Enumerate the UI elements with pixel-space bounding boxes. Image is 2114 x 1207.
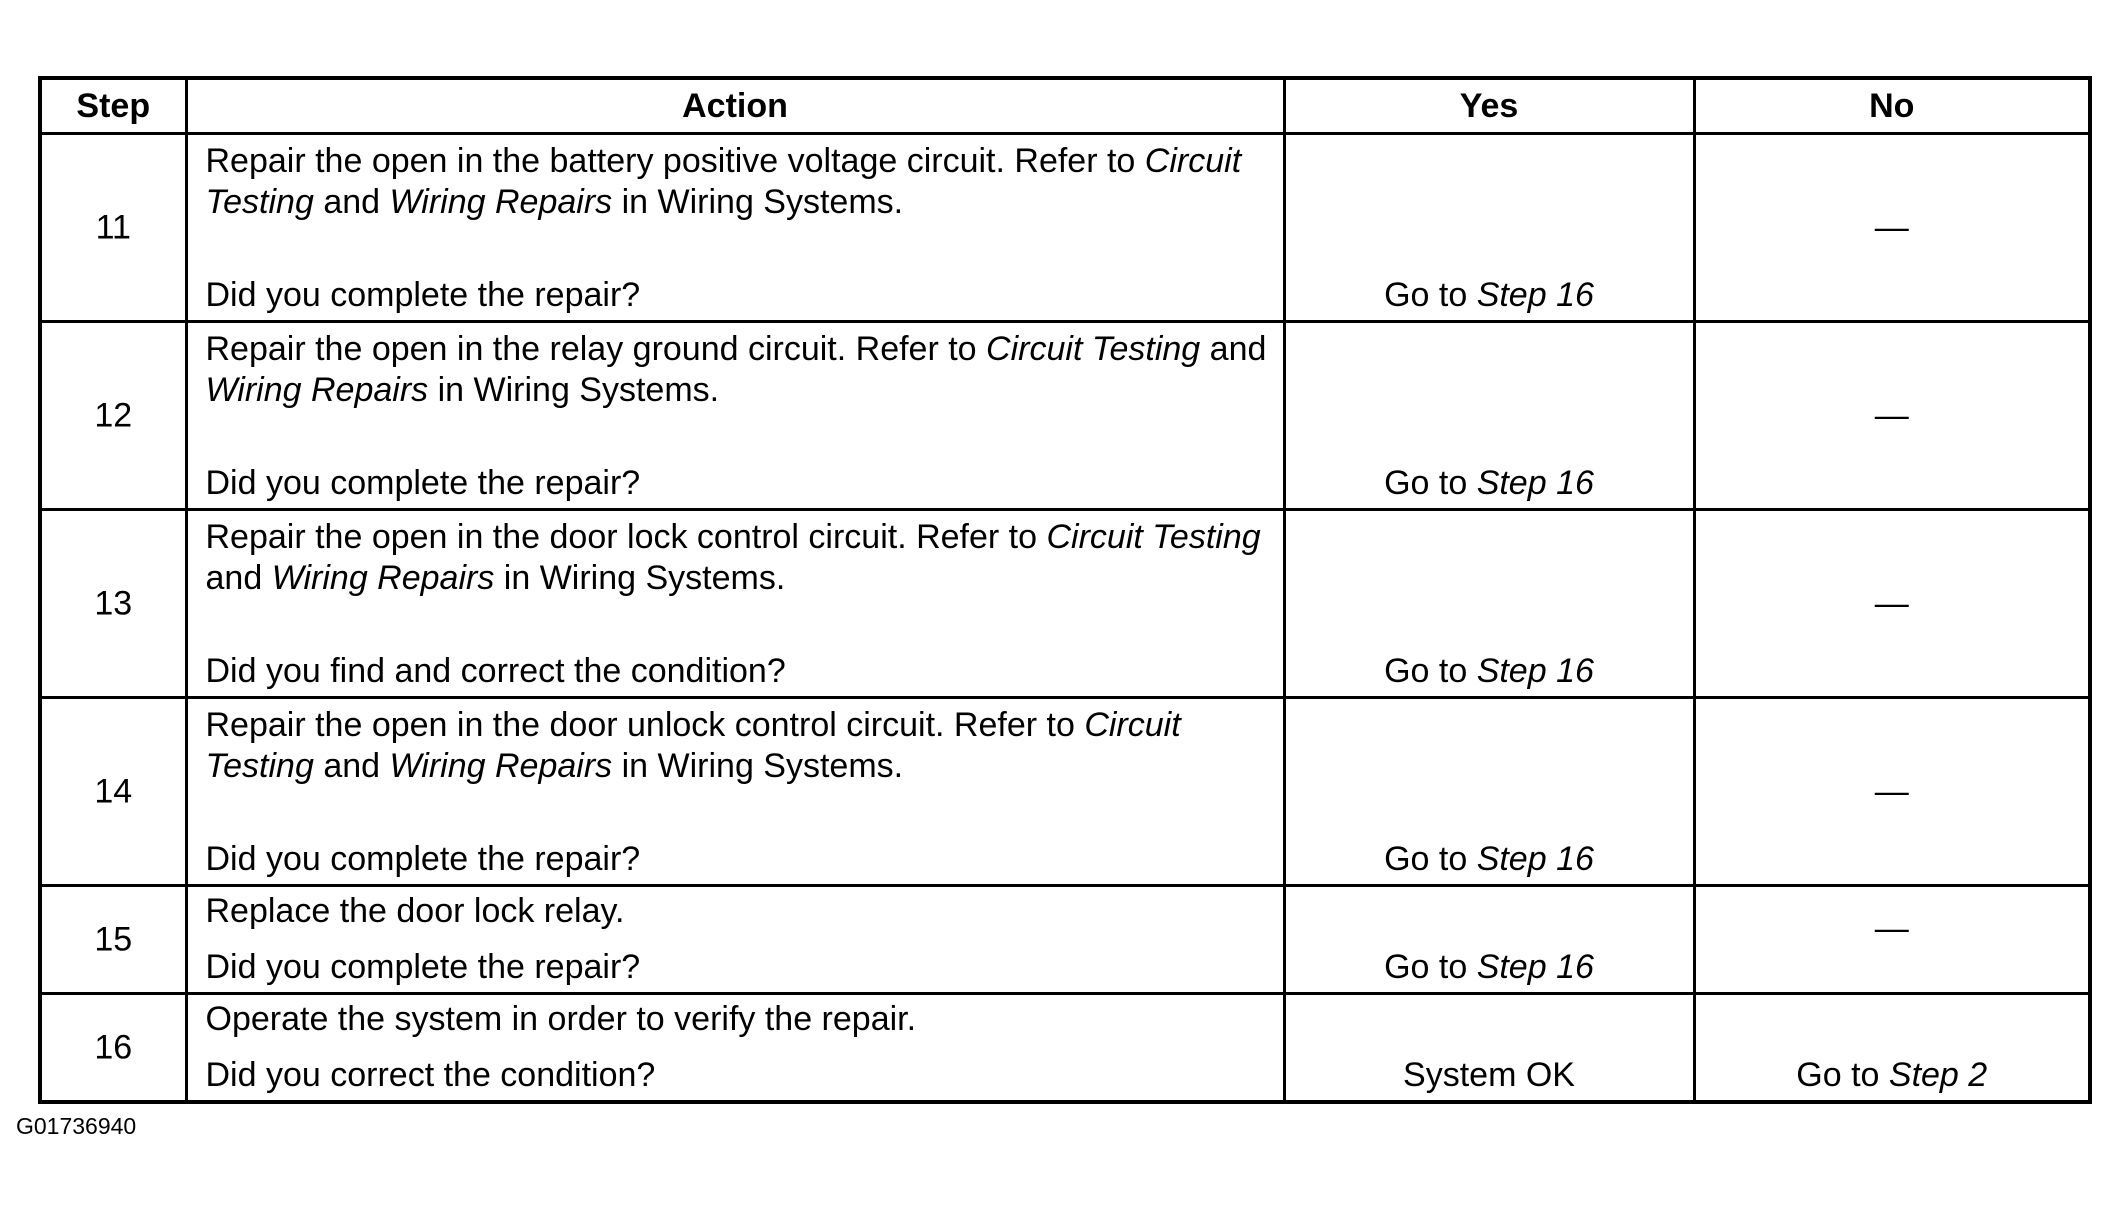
header-step: Step: [40, 78, 186, 134]
yes-prefix: Go to: [1384, 652, 1477, 690]
no-outcome: [1696, 1055, 2089, 1096]
action-instruction: [206, 999, 1269, 1040]
action-instruction: [206, 329, 1269, 411]
yes-outcome: [1286, 463, 1693, 504]
no-cell: [1694, 886, 2090, 994]
yes-prefix: System OK: [1403, 1056, 1575, 1094]
yes-step-ref: Step 16: [1476, 276, 1594, 314]
step-cell: [40, 322, 186, 510]
instruction-text: Operate the system in order to verify the repair.: [205, 1000, 917, 1038]
no-prefix: Go to: [1796, 1056, 1889, 1094]
reference-title: Circuit Testing: [205, 706, 1181, 785]
no-dash: —: [1874, 772, 1909, 810]
step-number: 16: [94, 1028, 133, 1066]
yes-cell: [1284, 322, 1694, 510]
yes-prefix: Go to: [1384, 840, 1477, 878]
yes-step-ref: Step 16: [1476, 948, 1594, 986]
step-cell: [40, 134, 186, 322]
table-row: [40, 322, 2090, 510]
yes-outcome: [1286, 275, 1693, 316]
reference-title: Circuit Testing: [1046, 518, 1261, 556]
table-row: [40, 510, 2090, 698]
action-instruction: [206, 705, 1269, 787]
instruction-text: Repair the open in the relay ground circuit. Refer to: [205, 330, 987, 368]
table-row: [40, 994, 2090, 1103]
no-dash: —: [1874, 396, 1909, 434]
header-action: Action: [186, 78, 1284, 134]
no-cell: [1694, 322, 2090, 510]
action-question: Did you complete the repair?: [205, 948, 641, 986]
action-question: Did you complete the repair?: [205, 840, 641, 878]
instruction-text: in Wiring Systems.: [612, 747, 904, 785]
action-cell: [186, 886, 1284, 994]
yes-cell: [1284, 510, 1694, 698]
action-cell: [186, 994, 1284, 1103]
table-header-row: [40, 78, 2090, 134]
action-cell: [186, 134, 1284, 322]
instruction-text: Repair the open in the door unlock control circuit. Refer to: [205, 706, 1085, 744]
no-cell: [1694, 994, 2090, 1103]
instruction-text: Replace the door lock relay.: [205, 892, 625, 930]
yes-step-ref: Step 16: [1476, 652, 1594, 690]
action-instruction: [206, 141, 1269, 223]
step-cell: [40, 886, 186, 994]
yes-cell: [1284, 698, 1694, 886]
table-row: [40, 886, 2090, 994]
no-cell: [1694, 698, 2090, 886]
table-row: [40, 698, 2090, 886]
header-no: No: [1694, 78, 2090, 134]
instruction-text: in Wiring Systems.: [428, 371, 720, 409]
table-row: [40, 134, 2090, 322]
instruction-text: and: [313, 747, 390, 785]
no-dash: —: [1874, 909, 1909, 948]
yes-outcome: [1286, 947, 1693, 988]
reference-title: Wiring Repairs: [389, 183, 613, 221]
action-cell: [186, 510, 1284, 698]
no-cell: [1694, 134, 2090, 322]
yes-prefix: Go to: [1384, 948, 1477, 986]
yes-outcome: [1286, 651, 1693, 692]
action-question: Did you correct the condition?: [205, 1056, 656, 1094]
header-yes: Yes: [1284, 78, 1694, 134]
step-number: 12: [94, 396, 133, 434]
instruction-text: in Wiring Systems.: [494, 559, 786, 597]
reference-title: Circuit Testing: [986, 330, 1201, 368]
diagnostic-table: [38, 76, 2092, 1104]
instruction-text: and: [313, 183, 390, 221]
instruction-text: Repair the open in the battery positive voltage circuit. Refer to: [205, 142, 1145, 180]
instruction-text: in Wiring Systems.: [612, 183, 904, 221]
yes-outcome: [1286, 1055, 1693, 1096]
action-cell: [186, 698, 1284, 886]
reference-title: Wiring Repairs: [271, 559, 495, 597]
yes-step-ref: Step 16: [1476, 464, 1594, 502]
yes-outcome: [1286, 839, 1693, 880]
no-cell: [1694, 510, 2090, 698]
reference-title: Circuit Testing: [205, 142, 1242, 221]
instruction-text: and: [205, 559, 272, 597]
step-number: 11: [95, 208, 131, 246]
step-cell: [40, 994, 186, 1103]
yes-cell: [1284, 134, 1694, 322]
step-number: 13: [94, 584, 133, 622]
step-cell: [40, 698, 186, 886]
action-question: Did you complete the repair?: [205, 464, 641, 502]
yes-prefix: Go to: [1384, 276, 1477, 314]
action-instruction: [206, 891, 1269, 932]
reference-title: Wiring Repairs: [205, 371, 429, 409]
step-number: 14: [94, 772, 133, 810]
yes-cell: [1284, 994, 1694, 1103]
no-dash: —: [1874, 584, 1909, 622]
yes-prefix: Go to: [1384, 464, 1477, 502]
figure-code: G01736940: [16, 1113, 137, 1139]
step-number: 15: [94, 920, 133, 958]
instruction-text: Repair the open in the door lock control circuit. Refer to: [205, 518, 1047, 556]
action-instruction: [206, 517, 1269, 599]
yes-cell: [1284, 886, 1694, 994]
instruction-text: and: [1200, 330, 1267, 368]
action-question: Did you complete the repair?: [205, 276, 641, 314]
yes-step-ref: Step 16: [1476, 840, 1594, 878]
step-cell: [40, 510, 186, 698]
no-step-ref: Step 2: [1888, 1056, 1988, 1094]
reference-title: Wiring Repairs: [389, 747, 613, 785]
no-dash: —: [1874, 208, 1909, 246]
action-question: Did you find and correct the condition?: [205, 652, 786, 690]
action-cell: [186, 322, 1284, 510]
